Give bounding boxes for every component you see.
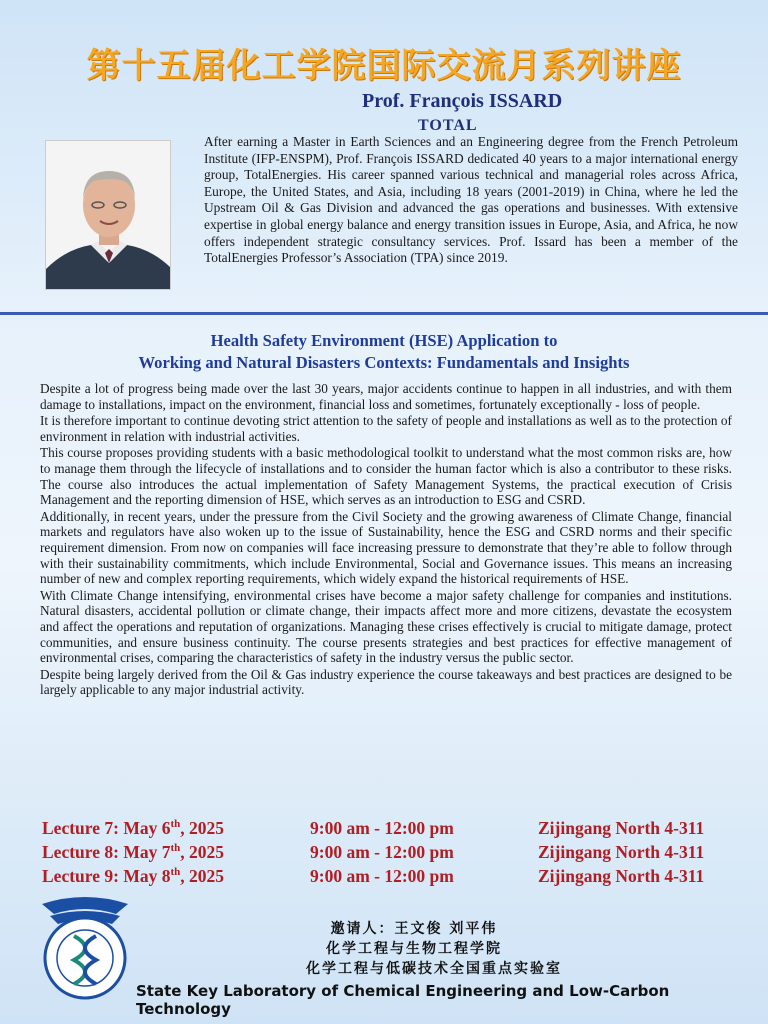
lecture-time: 9:00 am - 12:00 pm [310, 818, 454, 838]
inviter-line: 邀请人：王文俊 刘平伟 [330, 921, 498, 937]
lecture-row [42, 866, 742, 890]
speaker-portrait-icon [46, 141, 171, 290]
inviter-block [0, 918, 768, 978]
course-title-line1: Health Safety Environment (HSE) Application to [210, 331, 558, 350]
ordinal-suffix: th [170, 818, 181, 831]
speaker-photo [45, 140, 171, 290]
lecture-row [42, 818, 742, 842]
lecture-schedule [42, 818, 742, 890]
lecture-time: 9:00 am - 12:00 pm [310, 842, 454, 862]
lab-name-cn: 化学工程与低碳技术全国重点实验室 [306, 961, 562, 977]
lecture-date [42, 866, 224, 887]
lecture-time: 9:00 am - 12:00 pm [310, 866, 454, 886]
paragraph: Despite a lot of progress being made over the last 30 years, major accidents continue to happen in all industries, and with them damage to installations, impact on the environment, financial loss and sometimes, fortunately exceptionally - loss of people. [40, 381, 732, 412]
lecture-date [42, 818, 224, 839]
lecture-location: Zijingang North 4-311 [538, 866, 705, 886]
lecture-label: Lecture 8: May 7 [42, 842, 171, 862]
lecture-year: , 2025 [180, 818, 224, 838]
lecture-row [42, 842, 742, 866]
lecture-label: Lecture 7: May 6 [42, 818, 171, 838]
course-description [40, 381, 732, 699]
lecture-location: Zijingang North 4-311 [538, 818, 705, 838]
paragraph: Additionally, in recent years, under the pressure from the Civil Society and the growing awareness of Climate Change, financial markets and regulators have also woken up to the issue of Sustainability, hence the ESG and CSRD norms and their specific requirement dimension. From now on companies will face increasing pressure to demonstrate that they’re able to follow through with their sustainability commitments, which include Environmental, Social and Governance issues. This means an increasing number of new and complex reporting requirements, which widely expand the historical requirements of HSE. [40, 508, 732, 587]
paragraph: Despite being largely derived from the Oil & Gas industry experience the course takeaways and best practices are designed to be largely applicable to any major industrial activity. [40, 666, 732, 698]
course-title-line2: Working and Natural Disasters Contexts: Fundamentals and Insights [138, 353, 630, 372]
section-divider [0, 312, 768, 315]
lecture-label: Lecture 9: May 8 [42, 866, 171, 886]
speaker-bio: After earning a Master in Earth Sciences and an Engineering degree from the French Petroleum Institute (IFP-ENSPM), Prof. François ISSARD dedicated 40 years to a major international energy group, TotalEnergies. His career spanned various technical and managerial roles across Africa, Europe, the United States, and Asia, including 18 years (2001-2019) in China, where he led the Upstream Oil & Gas Division and advanced the gas operations and businesses. With extensive expertise in global energy balance and energy transition issues in Europe, Asia, and Africa, he now offers independent strategic consultancy services. Prof. Issard has been a member of the TotalEnergies Professor’s Association (TPA) since 2019. [204, 134, 738, 266]
college-name: 化学工程与生物工程学院 [326, 941, 502, 957]
speaker-name: Prof. François ISSARD [362, 90, 563, 112]
lab-name-en: State Key Laboratory of Chemical Engineering and Low-Carbon Technology [136, 982, 670, 1018]
course-title [0, 330, 768, 374]
paragraph: This course proposes providing students with a basic methodological toolkit to understand what the most common risks are, how to manage them through the lifecycle of installations and to consider the human factor which is also a contributor to these risks. The course also introduces the actual implementation of Safety Management Systems, the practical execution of Crisis Management and the reporting dimension of HSE, which serves as an introduction to ESG and CSRD. [40, 445, 732, 508]
paragraph: With Climate Change intensifying, environmental crises have become a major safety challenge for companies and institutions. Natural disasters, accidental pollution or climate change, their impacts affect more and more citizens, devastate the ecosystem and affect the operations and reputation of organizations. Managing these crises effectively is crucial to mitigate damage, protect communities, and ensure business continuity. The course presents strategies and best practices for effective management of environmental crises, comparing the characteristics of safety in the industry versus the public sector. [40, 587, 732, 666]
lecture-location: Zijingang North 4-311 [538, 842, 705, 862]
speaker-organization: TOTAL [418, 117, 478, 134]
ordinal-suffix: th [170, 866, 181, 879]
lecture-year: , 2025 [180, 842, 224, 862]
paragraph: It is therefore important to continue devoting strict attention to the safety of people and installations as well as to the protection of environment in relation with industrial activities. [40, 413, 732, 444]
lecture-year: , 2025 [180, 866, 224, 886]
lecture-date [42, 842, 224, 863]
banner-title: 第十五届化工学院国际交流月系列讲座 [86, 46, 682, 86]
ordinal-suffix: th [170, 842, 181, 855]
